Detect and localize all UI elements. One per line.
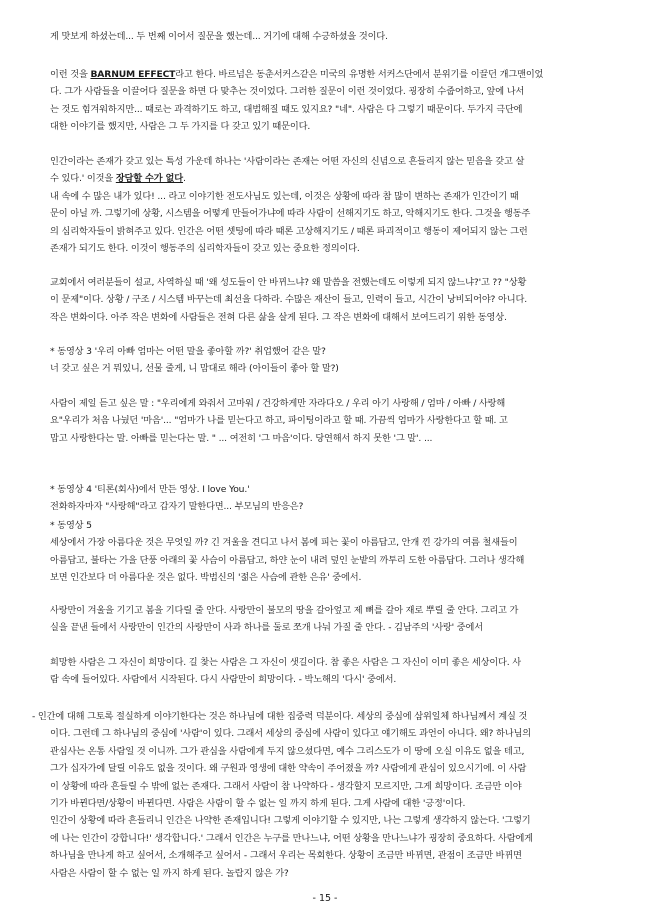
text-line: [50, 170, 610, 187]
paragraph-barnum-effect: [50, 66, 610, 136]
text-line: 람 속에 들어있다. 사람에서 시작된다. 다시 사람만이 희망이다. - 박노해의 '다시' 중에서.: [50, 674, 397, 686]
text-line: 작은 변화이다. 아주 작은 변화에 사람들은 전혀 다른 삶을 살게 된다. 그 작은 변화에 대해서 보여드리기 위한 동영상.: [50, 311, 507, 323]
text-segment: .: [183, 173, 186, 185]
text-line: 사람이 제일 듣고 싶은 말 : "우리에게 와줘서 고마워 / 건강하게만 자라다오 / 우리 아기 사랑해 / 엄마 / 아빠 / 사랑해: [50, 398, 506, 409]
text-line: - 인간에 대해 그토록 절실하게 이야기한다는 것은 하나님에 대한 집중력 덕분이다. 세상의 중심에 삼위일체 하나님께서 계실 것: [32, 711, 528, 722]
text-line: 이 문제"이다. 상황 / 구조 / 시스템 바꾸는데 최선을 다하라. 수많은 재산이 들고, 인력이 들고, 시간이 낭비되어야? 아니다.: [50, 294, 527, 306]
text-line: 사랑만이 겨울을 기기고 봄을 기다릴 줄 안다. 사랑만이 불모의 땅을 갈아엎고 제 뼈를 갈아 재로 뿌릴 줄 안다. 그리고 가: [50, 605, 519, 616]
text-line: 너 갖고 싶은 거 뭐있니, 선물 줄게, 니 맘대로 해라 (아이들이 좋아 할 말?): [50, 363, 339, 375]
paragraph-video-3: [50, 343, 610, 378]
text-line: 아름답고, 불타는 가을 단풍 아래의 꽃 사슴이 아름답고, 하얀 눈이 내려 덮인 눈밭의 까투리 도한 아름답다. 그러나 생각해: [50, 554, 525, 566]
text-line: 희망한 사람은 그 자신이 희망이다. 길 찾는 사람은 그 자신이 샛길이다. 참 좋은 사람은 그 자신이 이미 좋은 세상이다. 사: [50, 657, 522, 668]
text-line: 이다. 그런데 그 하나님의 중심에 '사람'이 있다. 그래서 세상의 중심에 사람이 있다고 얘기해도 과언이 아니다. 왜? 하나님의: [50, 728, 531, 740]
text-line: 존재가 되기도 한다. 이것이 행동주의 심리학자들이 갖고 있는 중요한 정의이다.: [50, 243, 360, 255]
paragraph-god-and-human: [32, 708, 622, 882]
text-line: 문이 아닐 까. 그렇기에 상황, 시스템을 어떻게 만들어가냐에 따라 사람이 선해지기도 하고, 악해지기도 한다. 그것을 행동주: [50, 208, 531, 220]
text-line: 요"우리가 처음 나눴던 '마음'... "엄마가 나를 믿는다고 하고, 파이팅이라고 할 때. 가끔씩 엄마가 사랑한다고 할 때. 고: [50, 415, 508, 427]
text-line: * 동영상 4 '티론(회사)에서 만든 영상. I love You.': [50, 484, 250, 495]
text-line: 인간이라는 존재가 갖고 있는 특성 가운데 하나는 '사람이라는 존재는 어떤 자신의 신념으로 흔들리지 않는 믿음을 갖고 살: [50, 156, 525, 167]
text-line: 다. 그가 사람들을 이끌어다 질문을 하면 다 맞추는 것이었다. 그러한 질문이 이런 것이었다. 굉장히 수줍어하고, 앞에 나서: [50, 86, 525, 98]
text-line: 의 심리학자들이 밝혀주고 있다. 인간은 어떤 셋팅에 따라 때론 고상해지기도 / 때론 파괴적이고 행동이 제어되지 않는 그런: [50, 225, 528, 237]
text-line: [50, 66, 610, 83]
text-line: * 동영상 5: [50, 520, 92, 531]
text-line: 기가 바뀐다면/상황이 바뀐다면. 사람은 사람이 할 수 없는 일 까지 하게 된다. 그게 사람에 대한 '긍정'이다.: [50, 798, 466, 810]
paragraph-church-change: [50, 274, 610, 326]
text-line: 이 상황에 따라 흔들릴 수 밖에 없는 존재다. 그래서 사람이 참 나약하다 - 생각할지 모르지만, 그게 희망이다. 조금만 이야: [50, 780, 522, 792]
paragraph-video-4: [50, 481, 610, 516]
paragraph-love-poem: [50, 602, 610, 637]
text-line: 사람은 사람이 할 수 없는 일 까지 하게 된다. 놀랍지 않은 가?: [50, 867, 289, 879]
text-line: 관심사는 온통 사람일 것 이니까. 그가 관심을 사람에게 두지 않으셨다면, 예수 그리스도가 이 땅에 오실 이유도 없을 테고,: [50, 745, 525, 757]
text-line: 전화하자마자 "사랑해"라고 갑자기 말한다면... 부모님의 반응은?: [50, 501, 304, 513]
text-line: 내 속에 수 많은 내가 있다! ... 라고 이야기한 전도사님도 있는데, 이것은 상황에 따라 참 많이 변하는 존재가 인간이기 때: [50, 190, 519, 202]
text-line: 하나님을 만나게 하고 싶어서, 소개해주고 싶어서 - 그래서 우리는 목회한다. 상황이 조금만 바뀌면, 관점이 조금만 바뀌면: [50, 850, 522, 862]
paragraph-0: [50, 28, 610, 45]
emphasized-term: BARNUM EFFECT: [90, 69, 176, 80]
text-line: 인간이 상황에 따라 흔들리니 인간은 나약한 존재입니다! 그렇게 이야기할 수 있지만, 나는 그렇게 생각하지 않는다. '그렇기: [50, 815, 531, 827]
text-line: 에 나는 인간이 강합니다!' 생각합니다.' 그래서 인간은 누구를 만나느냐, 어떤 상황을 만나느냐가 굉장히 중요하다. 사람에게: [50, 832, 533, 844]
text-segment: 이런 것을: [50, 69, 91, 80]
text-line: * 동영상 3 '우리 아빠 엄마는 어떤 말을 좋아할 까?' 취업했어 같은 말?: [50, 346, 326, 357]
paragraph-human-nature: [50, 153, 610, 257]
text-line: 대한 이야기를 했지만, 사람은 그 두 가지를 다 갖고 있기 때문이다.: [50, 121, 311, 133]
text-line: 세상에서 가장 아름다운 것은 무엇일 까? 긴 겨울을 견디고 나서 봄에 피는 꽃이 아름답고, 안개 낀 강가의 여름 철새들이: [50, 537, 518, 549]
text-line: 실을 끝낸 들에서 사랑만이 인간의 사랑만이 사과 하나를 둘로 쪼개 나눠 가질 줄 안다. - 김남주의 '사랑' 중에서: [50, 622, 483, 634]
text-line: 보면 인간보다 더 아름다운 것은 없다. 박범신의 '젊은 사슴에 관한 은유' 중에서.: [50, 572, 362, 584]
page-number: - 15 -: [312, 893, 338, 904]
paragraph-words-to-hear: [50, 395, 610, 447]
text-line: 는 것도 힘겨워하지만... 때로는 과격하기도 하고, 대범해질 때도 있지요? "네". 사람은 다 그렇기 때문이다. 두가지 극단에: [50, 103, 523, 115]
paragraph-video-5: [50, 517, 610, 587]
text-line: 게 맛보게 하셨는데... 두 번째 이어서 질문을 했는데... 거기에 대해 수긍하셨을 것이다.: [50, 31, 388, 42]
text-line: 교회에서 여러분들이 설교, 사역하실 때 '왜 성도들이 안 바뀌느냐? 왜 말씀을 전했는데도 이렇게 되지 않느냐?'고 ?? "상황: [50, 277, 527, 288]
text-segment: 수 있다.' 이것을: [50, 173, 116, 185]
paragraph-hope-poem: [50, 654, 610, 689]
text-segment: 라고 한다. 바르넘은 동춘서커스같은 미국의 유명한 서커스단에서 분위기를 이끌던 개그맨이었: [175, 69, 544, 80]
text-line: 그가 십자가에 달릴 이유도 없을 것이다. 왜 구원과 영생에 대한 약속이 주어졌을 까? 사람에게 관심이 있으시기에. 이 사람: [50, 763, 527, 775]
emphasized-term: 장담할 수가 없다: [115, 173, 183, 185]
text-line: 맙고 사랑한다는 말. 아빠를 믿는다는 말. " ... 여전히 '그 마음'이다. 당연해서 하지 못한 '그 말'. ...: [50, 432, 433, 444]
